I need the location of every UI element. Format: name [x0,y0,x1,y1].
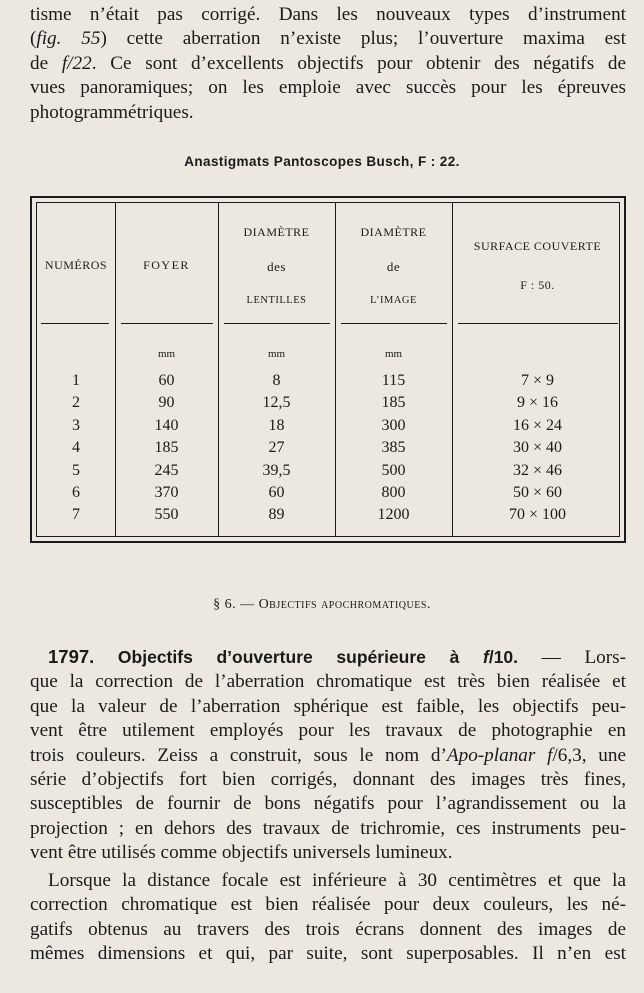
text-line: vent être utilisés comme objectifs universels lumineux. [30,842,453,864]
table-cell: 5 [72,461,80,479]
header-numeros: NUMÉROS [44,258,108,272]
header-foyer: FOYER [143,258,190,272]
table-cell: 60 [268,484,285,502]
header-diametre-lentilles: DIAMÈTRE [243,225,310,239]
table-inner-frame [36,202,620,537]
text-line: série d’objectifs fort bien corrigés, donnant des images très fines, [30,769,626,791]
text-line: susceptibles de fournir de bons négatifs pour l’agrandissement ou la [30,793,626,815]
header-rule [224,323,330,324]
unit-foyer: mm [157,348,176,360]
table-cell: 18 [268,416,285,434]
text-line: photogrammétriques. [30,101,194,123]
table-cell: 6 [72,484,80,502]
table-cell: 140 [154,416,179,434]
table-cell: 245 [154,461,179,479]
table-cell: 90 [158,394,175,412]
article-paragraph [30,645,626,866]
table-cell: 115 [381,372,406,389]
lens-name: Apo-planar [446,744,536,766]
table-cell: 12,5 [262,394,291,412]
text-line: vues panoramiques; on les emploie avec succès pour les épreuves [30,77,626,99]
table-cell: 16 × 24 [512,416,563,434]
table-cell: 550 [154,506,179,524]
table-cell: 70 × 100 [508,506,567,524]
table-cell: 1200 [377,506,410,524]
table-cell: 1 [72,372,80,389]
text-line: tisme n’était pas corrigé. Dans les nouveaux types d’instrument [30,4,626,25]
table-cell: 7 × 9 [520,372,555,389]
header-rule [41,323,109,324]
header-diametre-image-de: de [386,259,401,274]
table-cell: 4 [72,439,80,457]
text-line: de f/22. Ce sont d’excellents objectifs pour obtenir des négatifs de [30,52,626,74]
header-diametre-image-label: L’IMAGE [370,295,417,306]
article-title: Objectifs d’ouverture supérieure à f/10. [117,647,519,667]
text-line: trois couleurs. Zeiss a construit, sous le nom d’Apo-planar f/6,3, une [30,744,626,766]
text-line: mêmes dimensions et qui, par suite, sont superposables. Il n’en est [30,943,626,965]
text-line: gatifs obtenus au travers des trois écrans donnent des images de [30,918,626,940]
text-line: que la valeur de l’aberration sphérique est faible, les objectifs peu- [30,695,626,717]
lens-table [30,196,626,543]
top-paragraph [30,3,626,125]
unit-image: mm [384,348,403,360]
unit-lentilles: mm [267,348,286,360]
table-cell: 7 [72,506,80,524]
table-cell: 185 [381,394,406,412]
header-diametre-image: DIAMÈTRE [360,225,427,239]
figure-reference: fig. 55 [36,28,101,50]
header-diametre-lentilles-des: des [267,259,286,274]
table-cell: 300 [381,416,406,434]
header-rule [121,323,213,324]
aperture-value: f/22 [61,52,92,74]
header-surface: SURFACE COUVERTE [473,239,602,253]
section-heading [0,597,644,613]
text-line: correction chromatique est bien réalisée pour deux couleurs, les né- [30,894,626,916]
table-column-foyer [115,370,218,527]
text-line: projection ; en dehors des travaux de trichromie, ces instruments peu- [30,817,626,839]
text-line: vent être utilement employés pour les travaux de photographie en [30,720,626,742]
table-cell: 500 [381,461,406,479]
table-cell: 370 [154,484,179,502]
header-diametre-lentilles-label: LENTILLES [246,295,307,306]
table-column-image [335,370,452,527]
text-line: que la correction de l’aberration chromatique est très bien réalisée et [30,671,626,693]
table-cell: 50 × 60 [512,484,563,502]
text-line: (fig. 55) cette aberration n’existe plus; l’ouverture maxima est [30,28,626,50]
article-number: 1797. [48,646,95,667]
header-rule [458,323,618,324]
table-cell: 39,5 [262,461,291,479]
table-column-lentilles [218,370,335,527]
table-column-surface [452,370,623,527]
table-cell: 185 [154,439,179,457]
table-cell: 60 [158,372,175,389]
table-cell: 32 × 46 [512,461,563,479]
table-cell: 3 [72,416,80,434]
table-cell: 385 [381,439,406,457]
table-cell: 2 [72,394,80,412]
table-cell: 8 [272,372,281,389]
table-cell: 800 [381,484,406,502]
header-surface-f: F : 50. [520,278,555,292]
closing-paragraph [30,869,626,967]
table-column-numeros [37,370,115,527]
table-cell: 9 × 16 [516,394,559,412]
header-rule [341,323,447,324]
text-line: 1797. Objectifs d’ouverture supérieure à f/10. — Lors- [48,646,627,668]
section-title: Objectifs apochromatiques. [258,597,431,612]
section-number: § 6. — [213,597,255,612]
text-line: Lorsque la distance focale est inférieure à 30 centimètres et que la [48,870,626,891]
table-cell: 30 × 40 [512,439,563,457]
table-cell: 27 [268,439,285,457]
table-title: Anastigmats Pantoscopes Busch, F : 22. [184,154,460,169]
table-cell: 89 [268,506,285,524]
